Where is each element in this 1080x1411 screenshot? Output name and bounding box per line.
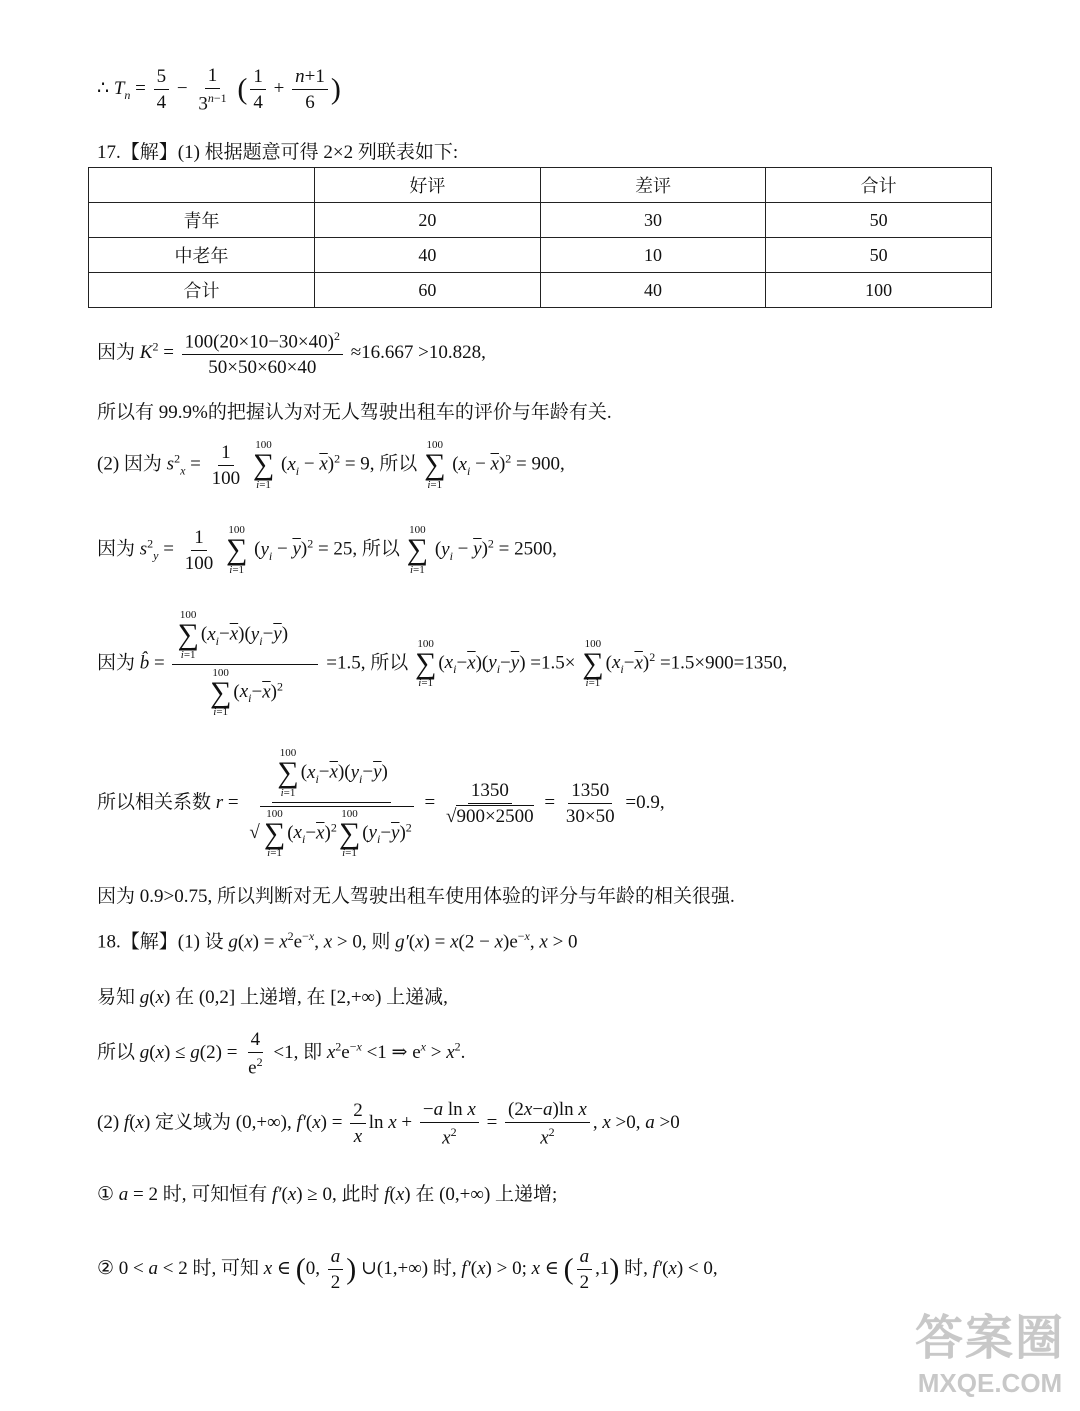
table-cell: 50 bbox=[766, 203, 992, 238]
r-formula: 所以相关系数 r = 100 ∑ i=1 $(x_i-\overline{x})(y_i-\overline{y})$ √ 100 ∑ i=1 $(x_i-\overline{x})^2$ 100 ∑ i=1 $(y_i-\overline{y})^2$ = $\frac{1350}{√900\times 2500}$ = $\frac{1350}{30\times 50}$ =0.9, bbox=[97, 747, 665, 859]
table-cell: 好评 bbox=[315, 168, 541, 203]
table-cell: 中老年 bbox=[89, 238, 315, 273]
q17-intro: 17.【解】(1) 根据题意可得 2×2 列联表如下: bbox=[97, 142, 459, 163]
table-cell: 合计 bbox=[89, 273, 315, 308]
table-cell: 60 bbox=[315, 273, 541, 308]
conclusion-2: 因为 0.9>0.75, 所以判断对无人驾驶出租车使用体验的评分与年龄的相关很强. bbox=[97, 886, 735, 907]
q18-part1: 18.【解】(1) 设 $g(x) = x^2e^{-x}$, x > 0, 则 $g'(x) = x(2 - x)e^{-x}$, x > 0 bbox=[97, 929, 578, 953]
table-row bbox=[89, 238, 992, 273]
table-cell bbox=[89, 168, 315, 203]
table-cell: 青年 bbox=[89, 203, 315, 238]
sx-formula: (2) 因为 $s^2_x$ = $\frac{1}{100}$ 100 ∑ i=1 $(x_i - \overline{x})^2 = 9$, 所以 100 ∑ i=1 $(x_i - \overline{x})^2 = 900$, bbox=[97, 439, 565, 491]
table-header-row bbox=[89, 168, 992, 203]
watermark-url: MXQE.COM bbox=[917, 1368, 1063, 1398]
table-row bbox=[89, 203, 992, 238]
watermark-text: 答案圈 bbox=[914, 1312, 1065, 1365]
sy-formula: 因为 $s^2_y$ = $\frac{1}{100}$ 100 ∑ i=1 $(y_i - \overline{y})^2 = 25$, 所以 100 ∑ i=1 $(y_i - \overline{y})^2 = 2500$, bbox=[97, 524, 557, 576]
table-cell: 40 bbox=[315, 238, 541, 273]
table-cell: 差评 bbox=[540, 168, 766, 203]
fprime-line: (2) f(x) 定义域为 (0,+∞), f′(x) = $\frac{2}{x}$ ln x + $\frac{\text{−a ln x}}{x^2}$ = $\frac{\text{(2x−a)ln x}}{x^2}$ , x >0, a >0 bbox=[97, 1099, 680, 1149]
table-cell: 40 bbox=[540, 273, 766, 308]
conclusion-1: 所以有 99.9%的把握认为对无人驾驶出租车的评价与年龄有关. bbox=[97, 402, 612, 423]
table-cell: 合计 bbox=[766, 168, 992, 203]
table-cell: 10 bbox=[540, 238, 766, 273]
table-cell: 20 bbox=[315, 203, 541, 238]
k2-formula: 因为 $K^2$ = $\frac{100(20\times 10-30\times 40)^2}{50\times 50\times 60\times 40}$ ≈16.667 >10.828, bbox=[97, 329, 486, 379]
table-cell: 100 bbox=[766, 273, 992, 308]
table-row bbox=[89, 273, 992, 308]
table-cell: 30 bbox=[540, 203, 766, 238]
contingency-table bbox=[88, 167, 992, 308]
watermark-logo bbox=[915, 1299, 1065, 1399]
tn-formula: ∴ $T_n$ = $\frac{5}{4}$ − $\frac{1}{3^{n-1}}$ ( $\frac{1}{4}$ + $\frac{n+1}{6}$ ) bbox=[97, 65, 341, 115]
case-2: ② 0 < a < 2 时, 可知 x ∈ (0, $\frac{a}{2}$ ) ∪(1,+∞) 时, f′(x) > 0; x ∈ ( $\frac{a}{2}$ ,1) 时, f′(x) < 0, bbox=[97, 1246, 718, 1293]
monotonicity: 易知 g(x) 在 (0,2] 上递增, 在 [2,+∞) 上递减, bbox=[97, 987, 448, 1008]
bhat-formula: 因为 b̂ = 100 ∑ i=1 $(x_i-\overline{x})(y_i-\overline{y})$ 100 ∑ i=1 $(x_i-\overline{x})^2$ =1.5, 所以 100 ∑ i=1 $(x_i-\overline{x})(y_i-\overline{y}) =1.5\times$ 100 ∑ i=1 $(x_i-\overline{x})^2 =1.5\times 900=1350$, bbox=[97, 609, 788, 718]
table-cell: 50 bbox=[766, 238, 992, 273]
bound-line: 所以 g(x) ≤ g(2) = $\frac{4}{e^2}$ <1, 即 $x^2e^{-x} <1$ ⇒ $e^x > x^2$. bbox=[97, 1029, 466, 1079]
case-1: ① a = 2 时, 可知恒有 f′(x) ≥ 0, 此时 f(x) 在 (0,+∞) 上递增; bbox=[97, 1184, 558, 1205]
